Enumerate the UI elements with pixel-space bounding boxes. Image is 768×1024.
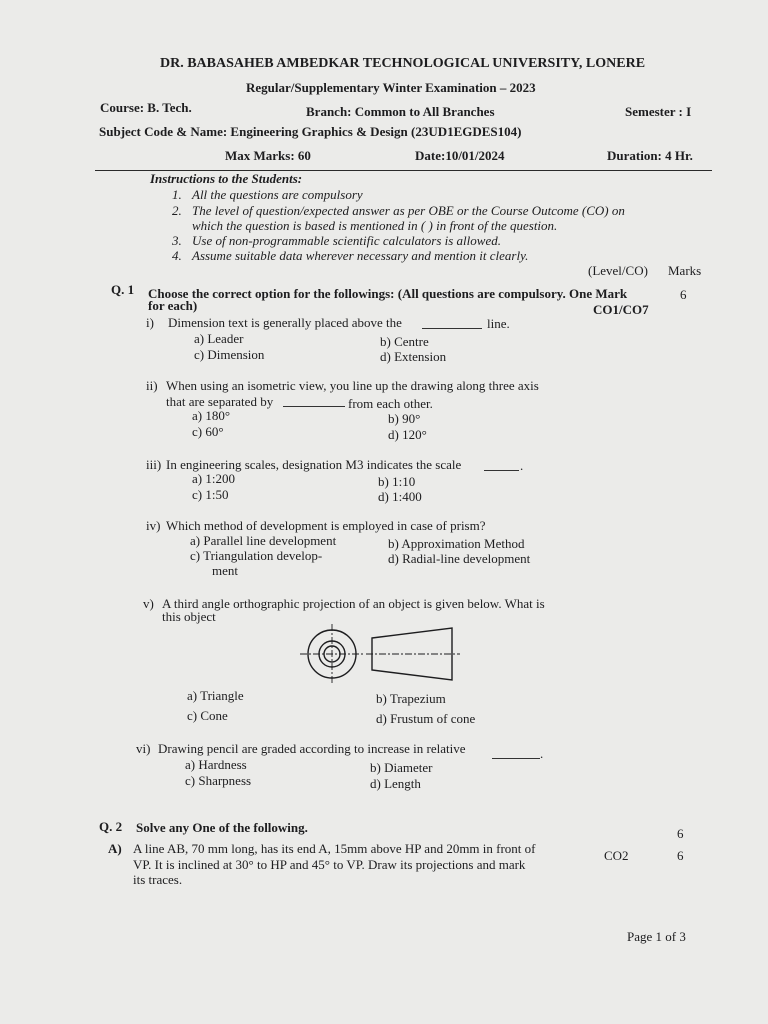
option: c) 1:50 [192,487,229,502]
q1-iv-num: iv) [146,518,161,533]
option: a) 180° [192,408,231,423]
level-co-header: (Level/CO) [588,263,648,278]
q2-marks: 6 [677,826,684,841]
exam-title: Regular/Supplementary Winter Examination – 2023 [246,80,536,95]
instruction-num: 3. [172,233,182,248]
option: c) Dimension [194,347,265,362]
option: d) 120° [388,427,427,442]
marks-header: Marks [668,263,702,278]
option: a) 1:200 [192,471,235,486]
q1-marks: 6 [680,287,687,302]
option: c) Triangulation develop- [190,548,323,563]
option: d) Extension [380,349,447,364]
q1-iii-tail: . [520,458,524,473]
instruction-num: 1. [172,187,182,202]
instruction-text: All the questions are compulsory [192,187,363,202]
instruction-text: Use of non-programmable scientific calculators is allowed. [192,233,501,248]
q1-vi-num: vi) [136,741,151,756]
q1-i-text: Dimension text is generally placed above the [168,315,402,330]
instruction-text: The level of question/expected answer as per OBE or the Course Outcome (CO) on [192,203,625,218]
q1-stem-cont: for each) [148,298,198,313]
q1-i-tail: line. [487,316,510,331]
option: b) Approximation Method [388,536,525,551]
answer-blank [484,470,519,471]
option: b) 1:10 [378,474,416,489]
university-name: DR. BABASAHEB AMBEDKAR TECHNOLOGICAL UNIVERSITY, LONERE [160,56,646,71]
q1-iii-num: iii) [146,457,162,472]
option: c) Cone [187,708,228,723]
option: d) Radial-line development [388,551,531,566]
instruction-text-cont: which the question is based is mentioned in ( ) in front of the question. [192,218,558,233]
option: b) Centre [380,334,429,349]
duration: Duration: 4 Hr. [607,148,693,163]
answer-blank [492,758,540,759]
q1-vi-text: Drawing pencil are graded according to increase in relative [158,741,466,756]
semester: Semester : I [625,104,692,119]
q1-number: Q. 1 [111,282,135,297]
instruction-num: 2. [172,203,182,218]
q1-i-num: i) [146,315,154,330]
q1-ii-text: When using an isometric view, you line up the drawing along three axis [166,378,539,393]
q1-stem: Choose the correct option for the followings: (All questions are compulsory. One Mark [148,286,628,301]
q1-iii-text: In engineering scales, designation M3 indicates the scale [166,457,462,472]
instruction-text: Assume suitable data wherever necessary and mention it clearly. [192,248,529,263]
option: a) Leader [194,331,244,346]
max-marks: Max Marks: 60 [225,148,311,163]
branch: Branch: Common to All Branches [306,104,495,119]
answer-blank [422,328,482,329]
instruction-num: 4. [172,248,182,263]
option: c) 60° [192,424,224,439]
q1-vi-tail: . [540,746,544,761]
q2-a-co: CO2 [604,848,629,863]
instructions-title: Instructions to the Students: [150,171,303,186]
q2-a-marks: 6 [677,848,684,863]
option: a) Triangle [187,688,244,703]
q2-a-text-line2: VP. It is inclined at 30° to HP and 45° to VP. Draw its projections and mark [133,857,526,872]
q1-v-text: A third angle orthographic projection of an object is given below. What is [162,596,545,611]
course: Course: B. Tech. [100,100,192,115]
q1-iv-text: Which method of development is employed in case of prism? [166,518,486,533]
q1-co: CO1/CO7 [593,302,649,317]
q1-v-num: v) [143,596,154,611]
q2-stem: Solve any One of the following. [136,820,308,835]
option-cont: ment [212,563,238,578]
answer-blank [283,406,345,407]
option: a) Hardness [185,757,247,772]
option: b) Diameter [370,760,433,775]
option: c) Sharpness [185,773,252,788]
option: d) Length [370,776,421,791]
option: a) Parallel line development [190,533,337,548]
page-number: Page 1 of 3 [627,929,686,944]
orthographic-projection-figure [290,622,480,686]
option: d) 1:400 [378,489,422,504]
q2-a-label: A) [108,841,122,856]
subject: Subject Code & Name: Engineering Graphics & Design (23UD1EGDES104) [99,124,522,139]
q1-ii-text-cont: that are separated by [166,394,274,409]
option: b) Trapezium [376,691,446,706]
option: b) 90° [388,411,421,426]
q1-ii-num: ii) [146,378,158,393]
q2-a-text-line1: A line AB, 70 mm long, has its end A, 15mm above HP and 20mm in front of [133,841,536,856]
q1-ii-text-tail: from each other. [348,396,433,411]
option: d) Frustum of cone [376,711,476,726]
q2-a-text-line3: its traces. [133,872,183,887]
q2-number: Q. 2 [99,819,123,834]
q1-v-text-cont: this object [162,609,216,624]
exam-date: Date:10/01/2024 [415,148,505,163]
